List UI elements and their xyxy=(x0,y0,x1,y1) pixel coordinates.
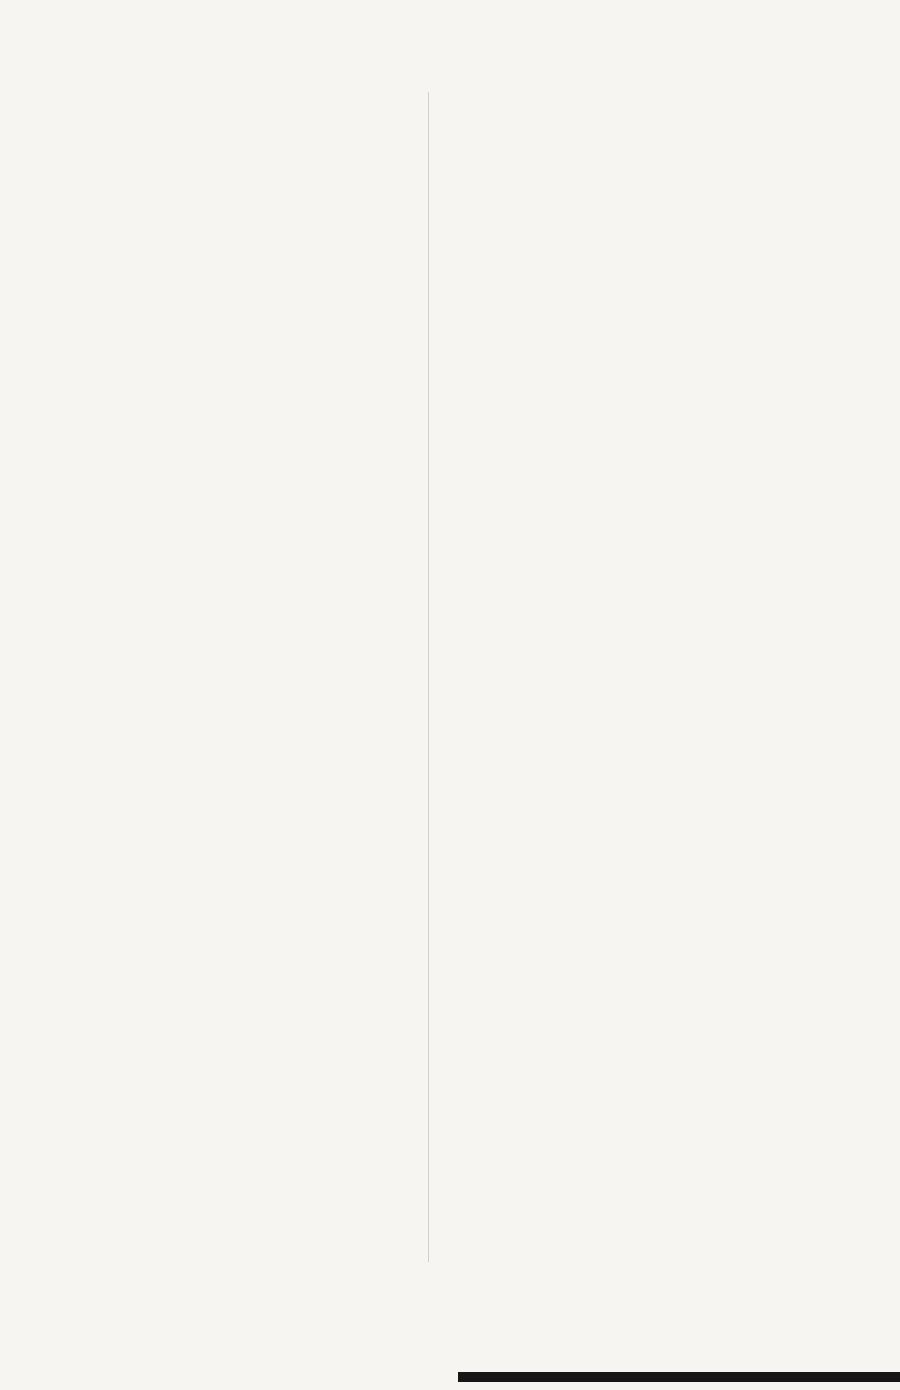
bottom-edge-bar xyxy=(458,1372,900,1382)
right-column xyxy=(442,96,820,130)
column-divider xyxy=(428,92,429,1262)
left-column xyxy=(44,96,416,110)
